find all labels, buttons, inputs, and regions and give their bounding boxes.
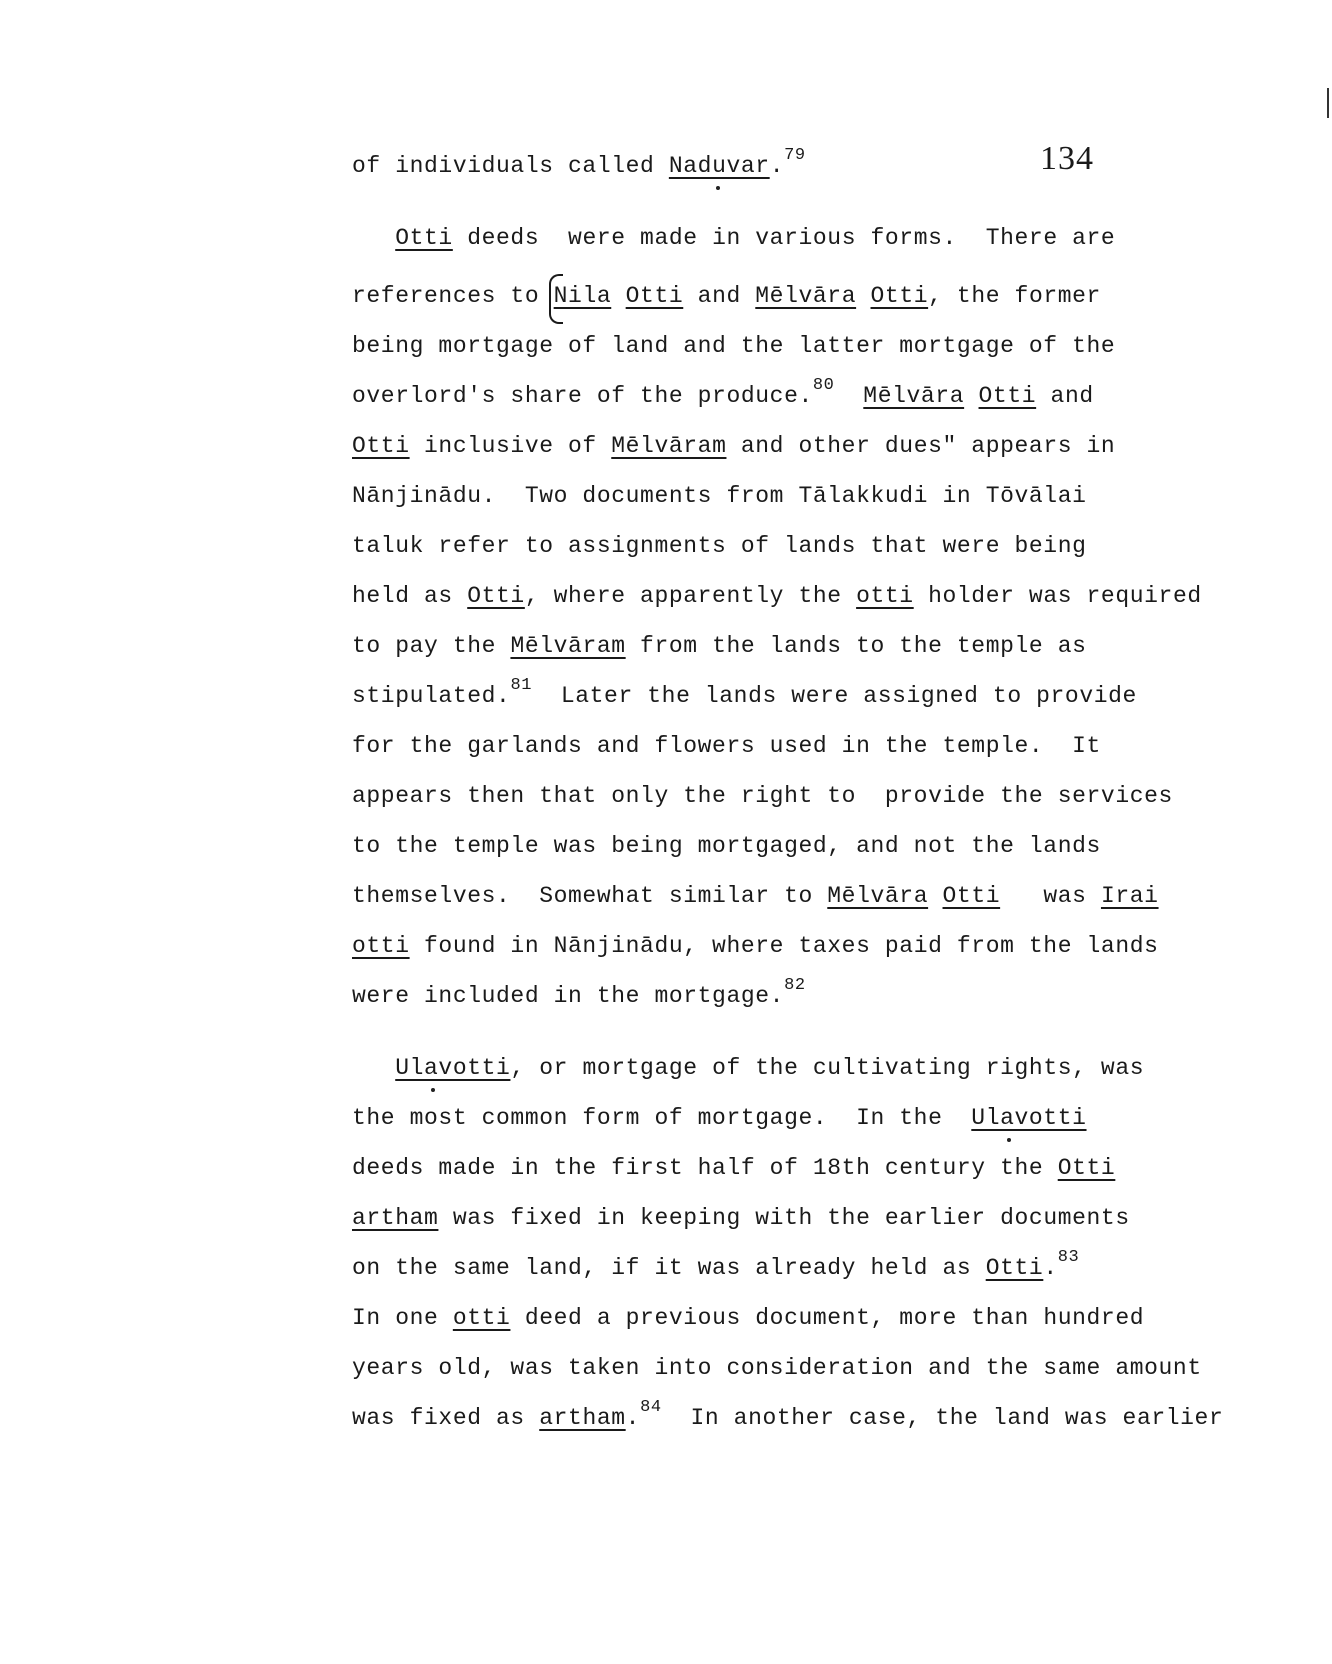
text-line: deeds made in the first half of 18th century the Otti (352, 1155, 1116, 1181)
term-otti: Otti (467, 583, 525, 609)
term-melvara: Mēlvāra (755, 283, 857, 309)
diacritic-dot (1007, 1138, 1011, 1142)
text-line: to the temple was being mortgaged, and not the lands (352, 833, 1101, 859)
text-line: references to Nila Otti and Mēlvāra Otti, the former (352, 283, 1101, 309)
text-line: on the same land, if it was already held as Otti.$^{83}$ (352, 1248, 1080, 1281)
text-line: for the garlands and flowers used in the temple. It (352, 733, 1101, 759)
text-line: taluk refer to assignments of lands that were being (352, 533, 1087, 559)
text-line: being mortgage of land and the latter mortgage of the (352, 333, 1116, 359)
term-otti: Otti (352, 433, 410, 459)
paragraph-start-line: Ulavotti, or mortgage of the cultivating rights, was (395, 1055, 1145, 1081)
term-ulavotti: Ulavotti (395, 1055, 511, 1081)
text-line: was fixed as artham.$^{84}$ In another case, the land was earlier (352, 1398, 1224, 1431)
term-otti: Otti (1057, 1155, 1116, 1181)
term-otti: otti (352, 933, 410, 959)
footnote-ref-83: 83 (1057, 1248, 1080, 1268)
term-otti: Otti (985, 1255, 1044, 1281)
text-line: held as Otti, where apparently the otti holder was required (352, 583, 1202, 609)
text-line: stipulated.$^{81}$ Later the lands were assigned to provide (352, 676, 1137, 709)
term-otti: otti (452, 1305, 511, 1331)
term-naduvar: Naduvar (668, 153, 770, 179)
scan-edge-mark (1327, 88, 1329, 118)
text-line: overlord's share of the produce.$^{80}$ Mēlvāra Otti and (352, 376, 1094, 409)
text-line: of individuals called Naduvar.$^{79}$ (352, 146, 806, 179)
term-irai: Irai (1100, 883, 1159, 909)
term-melvara: Mēlvāra (863, 383, 965, 409)
footnote-ref-82: 82 (784, 976, 806, 996)
term-otti: Otti (395, 225, 453, 251)
term-artham: artham (539, 1405, 626, 1431)
term-otti: Otti (870, 283, 929, 309)
footnote-ref-79: 79 (784, 146, 806, 166)
term-melvara: Mēlvāra (827, 883, 929, 909)
text-line: In one otti deed a previous document, more than hundred (352, 1305, 1145, 1331)
text-line: Nānjinādu. Two documents from Tālakkudi in Tōvālai (352, 483, 1087, 509)
text-line: to pay the Mēlvāram from the lands to the temple as (352, 633, 1087, 659)
term-otti: Otti (942, 883, 1001, 909)
diacritic-dot (716, 186, 720, 190)
page-number: 134 (1040, 140, 1094, 177)
diacritic-dot (431, 1088, 435, 1092)
footnote-ref-84: 84 (640, 1398, 662, 1418)
term-otti: Otti (978, 383, 1037, 409)
footnote-ref-80: 80 (812, 376, 835, 396)
text-line: artham was fixed in keeping with the earlier documents (352, 1205, 1130, 1231)
text-line: the most common form of mortgage. In the Ulavotti (352, 1105, 1087, 1131)
text-line: Otti inclusive of Mēlvāram and other dues" appears in (352, 433, 1116, 459)
text-line: appears then that only the right to provide the services (352, 783, 1173, 809)
text-line: years old, was taken into consideration and the same amount (352, 1355, 1202, 1381)
text-line: otti found in Nānjinādu, where taxes paid from the lands (352, 933, 1159, 959)
term-artham: artham (352, 1205, 439, 1231)
term-ulavotti: Ulavotti (971, 1105, 1087, 1131)
text-line: were included in the mortgage.$^{82}$ (352, 976, 806, 1009)
footnote-ref-81: 81 (510, 676, 533, 696)
term-nila: Nila (553, 283, 612, 309)
term-melvaram: Mēlvāram (611, 433, 727, 459)
term-melvaram: Mēlvāram (510, 633, 626, 659)
term-otti: Otti (625, 283, 684, 309)
text-line: themselves. Somewhat similar to Mēlvāra Otti was Irai (352, 883, 1159, 909)
term-otti: otti (856, 583, 914, 609)
paragraph-start-line: Otti deeds were made in various forms. There are (395, 225, 1116, 251)
